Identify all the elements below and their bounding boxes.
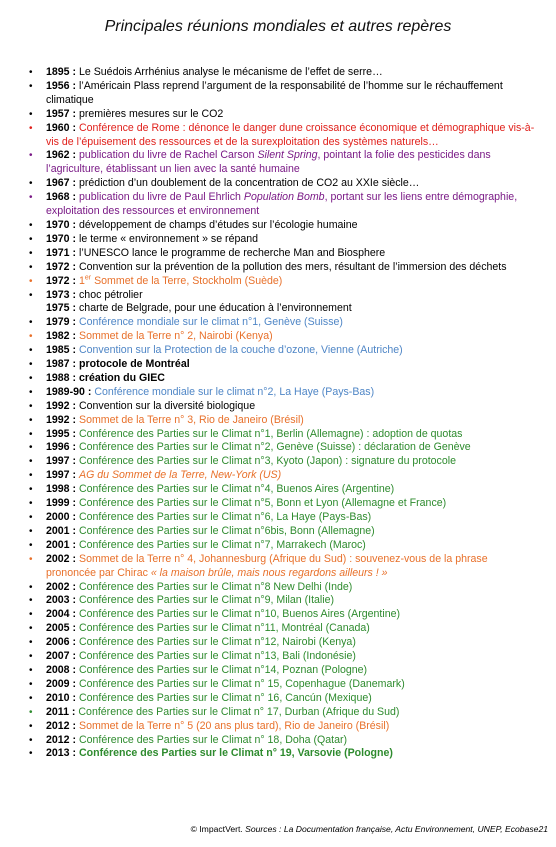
page-title: Principales réunions mondiales et autres repères (104, 18, 452, 35)
bullet-icon: • (29, 470, 33, 482)
event-text: Conférence mondiale sur le climat n°1, Genève (Suisse) (79, 316, 343, 329)
event-text: publication du livre de Rachel Carson (79, 149, 258, 162)
event-text: le terme « environnement » se répand (79, 232, 259, 245)
bullet-icon: • (29, 108, 33, 120)
event-item (28, 80, 538, 108)
event-item (28, 581, 538, 595)
year-separator: : (69, 191, 79, 204)
event-year: 1985 (46, 344, 70, 357)
bullet-icon: • (29, 664, 33, 676)
event-year: 1972 (46, 260, 70, 273)
event-item (28, 650, 538, 664)
bullet-icon: • (29, 233, 33, 245)
event-item (28, 289, 538, 303)
event-item (28, 358, 538, 372)
event-text: Conférence des Parties sur le Climat n° 16, Cancún (Mexique) (79, 691, 372, 704)
event-item (28, 400, 538, 414)
event-year: 1970 (46, 232, 70, 245)
event-text: l’Américain Plass reprend l’argument de la responsabilité de l’homme sur le réchauffement climatique (46, 79, 503, 106)
bullet-icon: • (29, 345, 33, 357)
bullet-icon: • (29, 498, 33, 510)
footer-sources: Sources : La Documentation française, Actu Environnement, UNEP, Ecobase21 (245, 824, 548, 834)
event-year: 2009 (46, 677, 70, 690)
event-text: Conférence des Parties sur le Climat n°5, Bonn et Lyon (Allemagne et France) (79, 497, 447, 510)
bullet-icon: • (29, 67, 33, 78)
year-separator: : (69, 552, 79, 565)
year-separator: : (69, 121, 79, 134)
event-year: 2001 (46, 538, 70, 551)
event-item (28, 455, 538, 469)
event-year: 1957 (46, 107, 70, 120)
bullet-icon: • (29, 706, 33, 718)
event-text: Conférence des Parties sur le Climat n°4, Buenos Aires (Argentine) (79, 483, 395, 496)
year-separator: : (69, 427, 79, 440)
event-year: 1968 (46, 191, 70, 204)
event-item (28, 344, 538, 358)
year-separator: : (69, 107, 79, 120)
event-item (28, 525, 538, 539)
event-item (28, 720, 538, 734)
event-item (28, 553, 538, 581)
event-year: 2002 (46, 580, 70, 593)
bullet-icon: • (29, 372, 33, 384)
event-item (28, 747, 538, 761)
event-text: l’UNESCO lance le programme de recherche Man and Biosphere (79, 246, 386, 259)
event-item (28, 594, 538, 608)
event-year: 1995 (46, 427, 70, 440)
bullet-icon: • (29, 623, 33, 635)
bullet-icon: • (29, 692, 33, 704)
event-year: 2010 (46, 691, 70, 704)
event-text: Conférence des Parties sur le Climat n°8 New Delhi (Inde) (79, 580, 353, 593)
event-year: 1992 (46, 413, 70, 426)
event-text: Population Bomb (243, 191, 325, 204)
event-text: protocole de Montréal (79, 358, 190, 371)
event-text: publication du livre de Paul Ehrlich (79, 191, 244, 204)
event-year: 1970 (46, 218, 70, 231)
event-text: Conférence des Parties sur le Climat n°3, Kyoto (Japon) : signature du protocole (79, 455, 456, 468)
year-separator: : (69, 747, 79, 760)
year-separator: : (69, 469, 79, 482)
event-item (28, 428, 538, 442)
year-separator: : (69, 413, 79, 426)
event-year: 1971 (46, 246, 70, 259)
bullet-icon: • (29, 275, 33, 287)
event-item (28, 219, 538, 233)
bullet-icon: • (29, 192, 33, 204)
event-item (28, 497, 538, 511)
bullet-icon: • (29, 219, 33, 231)
event-year: 1967 (46, 177, 70, 190)
event-year: 1989-90 (46, 385, 85, 398)
event-text: Conférence des Parties sur le Climat n° 18, Doha (Qatar) (79, 733, 348, 746)
bullet-icon: • (29, 428, 33, 440)
year-separator: : (69, 316, 79, 329)
event-year: 1996 (46, 441, 70, 454)
bullet-icon: • (29, 484, 33, 496)
bullet-icon: • (29, 289, 33, 301)
event-year: 1987 (46, 358, 70, 371)
year-separator: : (69, 232, 79, 245)
year-separator: : (69, 66, 79, 78)
year-separator: : (69, 358, 79, 371)
event-item (28, 386, 538, 400)
year-separator: : (69, 177, 79, 190)
event-text: Silent Spring (257, 149, 318, 162)
event-text: Sommet de la Terre n° 2, Nairobi (Kenya) (79, 330, 273, 343)
event-year: 1973 (46, 288, 70, 301)
event-item (28, 483, 538, 497)
event-text: Conférence des Parties sur le Climat n°10, Buenos Aires (Argentine) (79, 608, 401, 621)
event-text: AG du Sommet de la Terre, New-York (US) (79, 469, 282, 482)
event-year: 1998 (46, 483, 70, 496)
bullet-icon: • (29, 678, 33, 690)
event-year: 1960 (46, 121, 70, 134)
bullet-icon: • (29, 651, 33, 663)
bullet-icon: • (29, 720, 33, 732)
year-separator: : (69, 691, 79, 704)
bullet-icon: • (29, 609, 33, 621)
bullet-icon: • (29, 80, 33, 92)
year-separator: : (69, 441, 79, 454)
event-year: 2001 (46, 524, 70, 537)
event-text: premières mesures sur le CO2 (79, 107, 224, 120)
event-item (28, 247, 538, 261)
event-item (28, 469, 538, 483)
bullet-icon: • (29, 748, 33, 760)
events-list (28, 66, 538, 761)
year-separator: : (69, 719, 79, 732)
year-separator: : (69, 218, 79, 231)
year-separator: : (69, 260, 79, 273)
bullet-icon: • (29, 595, 33, 607)
bullet-icon: • (29, 456, 33, 468)
event-year: 1975 (46, 302, 70, 315)
event-text: Conférence des Parties sur le Climat n°12, Nairobi (Kenya) (79, 636, 356, 649)
bullet-icon: • (29, 178, 33, 190)
event-year: 1962 (46, 149, 70, 162)
event-year: 2008 (46, 663, 70, 676)
event-text: Conférence de Rome : dénonce le danger dune croissance économique et démographique vis-à-vis de l’épuisement des ressources et de la surexploitation des systèmes naturels… (46, 121, 535, 148)
year-separator: : (68, 705, 79, 718)
bullet-icon: • (29, 331, 33, 343)
bullet-icon (29, 302, 33, 316)
event-text: Conférence des Parties sur le Climat n°11, Montréal (Canada) (79, 622, 370, 635)
bullet-icon: • (29, 386, 33, 398)
year-separator: : (69, 580, 79, 593)
event-text: Conférence des Parties sur le Climat n°2, Genève (Suisse) : déclaration de Genève (79, 441, 471, 454)
event-text: er (84, 274, 92, 282)
event-item (28, 177, 538, 191)
event-year: 2000 (46, 511, 70, 523)
event-text: 1 (79, 274, 85, 287)
event-item (28, 302, 538, 316)
event-item (28, 261, 538, 275)
event-year: 2002 (46, 552, 70, 565)
event-text: Conférence des Parties sur le Climat n° 19, Varsovie (Pologne) (79, 747, 393, 760)
event-year: 2013 (46, 747, 70, 760)
event-item (28, 108, 538, 122)
event-text: Le Suédois Arrhénius analyse le mécanisme de l’effet de serre… (79, 66, 383, 78)
year-separator: : (69, 455, 79, 468)
bullet-icon: • (29, 637, 33, 649)
bullet-icon: • (29, 734, 33, 746)
event-text: prédiction d’un doublement de la concentration de CO2 au XXIe siècle… (79, 177, 420, 190)
event-year: 1982 (46, 330, 70, 343)
event-text: Convention sur la prévention de la pollution des mers, résultant de l’immersion des déchets (79, 260, 507, 273)
event-item (28, 414, 538, 428)
event-item (28, 66, 538, 80)
year-separator: : (69, 622, 79, 635)
event-year: 1979 (46, 316, 70, 329)
year-separator: : (69, 274, 79, 287)
bullet-icon: • (29, 414, 33, 426)
event-text: charte de Belgrade, pour une éducation à l’environnement (79, 302, 352, 315)
year-separator: : (84, 385, 95, 398)
bullet-icon: • (29, 150, 33, 162)
event-item (28, 692, 538, 706)
event-item (28, 664, 538, 678)
bullet-icon: • (29, 581, 33, 593)
year-separator: : (69, 497, 79, 510)
footer-credits (191, 824, 548, 834)
event-year: 2007 (46, 650, 70, 663)
event-text: Sommet de la Terre, Stockholm (Suède) (91, 274, 283, 287)
event-year: 1997 (46, 469, 70, 482)
event-item (28, 539, 538, 553)
event-text: Conférence mondiale sur le climat n°2, La Haye (Pays-Bas) (94, 385, 375, 398)
event-year: 2003 (46, 594, 70, 607)
year-separator: : (69, 149, 79, 162)
event-year: 1997 (46, 455, 70, 468)
event-text: Conférence des Parties sur le Climat n° 17, Durban (Afrique du Sud) (78, 705, 400, 718)
event-item (28, 734, 538, 748)
bullet-icon: • (29, 400, 33, 412)
event-text: Conférence des Parties sur le Climat n° 15, Copenhague (Danemark) (79, 677, 405, 690)
event-text: création du GIEC (79, 371, 165, 384)
bullet-icon: • (29, 512, 33, 523)
year-separator: : (69, 538, 79, 551)
event-text: Conférence des Parties sur le Climat n°1, Berlin (Allemagne) : adoption de quotas (79, 427, 463, 440)
event-text: Convention sur la diversité biologique (79, 399, 256, 412)
event-text: Conférence des Parties sur le Climat n°9, Milan (Italie) (79, 594, 335, 607)
event-year: 2006 (46, 636, 70, 649)
year-separator: : (69, 733, 79, 746)
year-separator: : (69, 483, 79, 496)
event-year: 1992 (46, 399, 70, 412)
year-separator: : (69, 399, 79, 412)
event-year: 2012 (46, 733, 70, 746)
year-separator: : (69, 608, 79, 621)
event-item (28, 636, 538, 650)
bullet-icon: • (29, 247, 33, 259)
bullet-icon: • (29, 122, 33, 134)
year-separator: : (69, 594, 79, 607)
event-item (28, 706, 538, 720)
event-item (28, 622, 538, 636)
event-text: Convention sur la Protection de la couche d’ozone, Vienne (Autriche) (79, 344, 403, 357)
year-separator: : (69, 330, 79, 343)
year-separator: : (69, 524, 79, 537)
event-item (28, 122, 538, 150)
bullet-icon: • (29, 539, 33, 551)
event-text: , portant sur les liens entre démographie, exploitation des ressources et environnement (46, 191, 518, 218)
event-text: développement de champs d’études sur l’écologie humaine (79, 218, 358, 231)
event-text: choc pétrolier (79, 288, 143, 301)
event-year: 2011 (46, 705, 69, 718)
bullet-icon: • (29, 317, 33, 329)
bullet-icon: • (29, 442, 33, 454)
event-text: « la maison brûle, mais nous regardons ailleurs ! » (150, 566, 388, 579)
event-year: 1956 (46, 79, 70, 92)
event-item (28, 330, 538, 344)
event-year: 1972 (46, 274, 70, 287)
event-text: Conférence des Parties sur le Climat n°14, Poznan (Pologne) (79, 663, 368, 676)
event-year: 1999 (46, 497, 70, 510)
year-separator: : (69, 677, 79, 690)
event-item (28, 275, 538, 289)
event-item (28, 316, 538, 330)
event-text: Conférence des Parties sur le Climat n°7, Marrakech (Maroc) (79, 538, 366, 551)
event-item (28, 149, 538, 177)
event-text: Conférence des Parties sur le Climat n°6bis, Bonn (Allemagne) (79, 524, 375, 537)
event-text: Sommet de la Terre n° 5 (20 ans plus tard), Rio de Janeiro (Brésil) (79, 719, 390, 732)
event-item (28, 441, 538, 455)
year-separator: : (69, 650, 79, 663)
event-year: 1895 (46, 66, 70, 78)
year-separator: : (69, 344, 79, 357)
event-item (28, 511, 538, 525)
footer-credit: © ImpactVert. (190, 824, 246, 834)
year-separator: : (69, 79, 79, 92)
year-separator: : (69, 371, 79, 384)
bullet-icon: • (29, 359, 33, 371)
event-text: Conférence des Parties sur le Climat n°6, La Haye (Pays-Bas) (79, 511, 372, 523)
year-separator: : (69, 511, 79, 523)
event-text: , pointant la folie des pesticides dans l’agriculture, établissant un lien avec la santé humaine (46, 149, 491, 176)
bullet-icon: • (29, 525, 33, 537)
event-year: 1988 (46, 371, 70, 384)
bullet-icon: • (29, 553, 33, 565)
year-separator: : (69, 288, 79, 301)
event-item (28, 233, 538, 247)
event-text: Sommet de la Terre n° 4, Johannesburg (Afrique du Sud) : souvenez-vous de la phrase prononcée par Chirac (46, 552, 488, 579)
event-item (28, 608, 538, 622)
year-separator: : (69, 302, 79, 315)
year-separator: : (69, 636, 79, 649)
year-separator: : (69, 663, 79, 676)
event-year: 2012 (46, 719, 70, 732)
event-text: Conférence des Parties sur le Climat n°13, Bali (Indonésie) (79, 650, 356, 663)
event-item (28, 191, 538, 219)
event-year: 2004 (46, 608, 70, 621)
event-item (28, 678, 538, 692)
year-separator: : (69, 246, 79, 259)
event-item (28, 372, 538, 386)
event-year: 2005 (46, 622, 70, 635)
bullet-icon: • (29, 261, 33, 273)
event-text: Sommet de la Terre n° 3, Rio de Janeiro (Brésil) (79, 413, 304, 426)
